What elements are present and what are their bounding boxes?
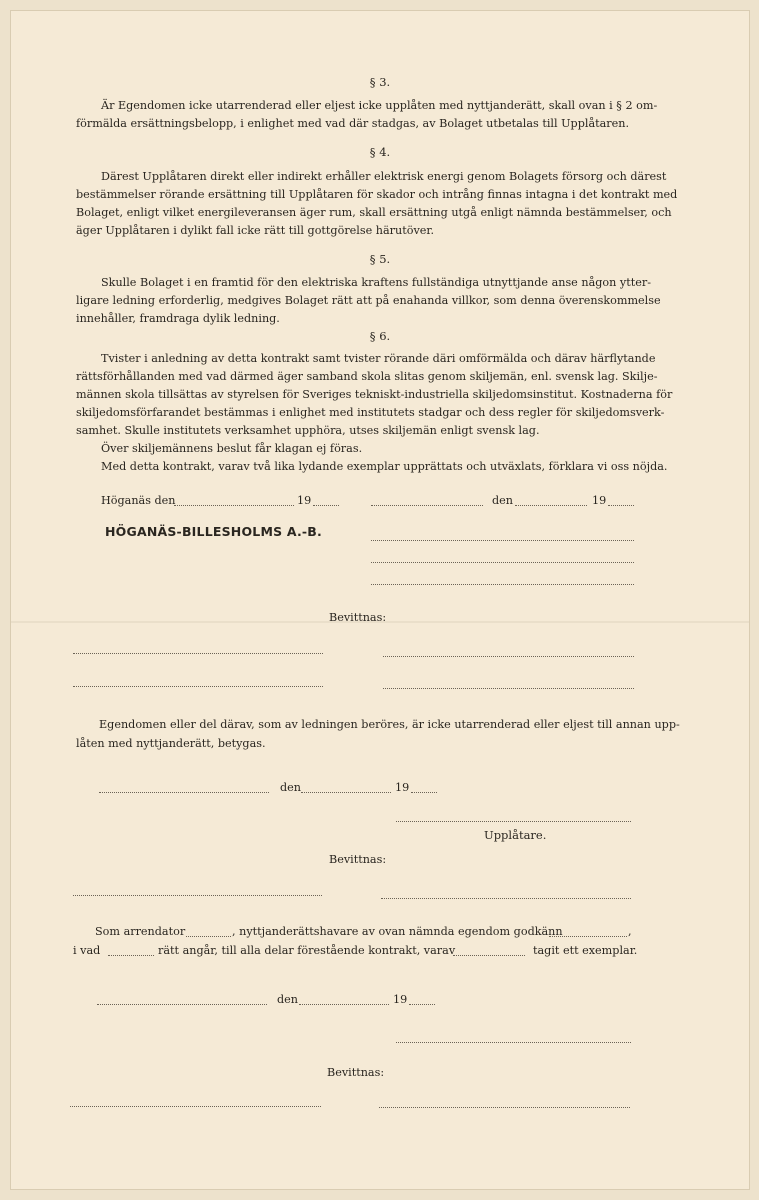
year-line-right[interactable]	[608, 505, 634, 506]
owner-witness-label: Bevittnas:	[329, 853, 387, 866]
owner-date-label: den	[280, 781, 301, 794]
company-name: HÖGANÄS-BILLESHOLMS A.-B.	[105, 524, 322, 539]
tenant-witness-line[interactable]	[70, 1106, 321, 1107]
date-label-right: den	[492, 494, 513, 507]
tenant-name-line[interactable]	[186, 936, 231, 937]
witness-label: Bevittnas:	[329, 611, 387, 624]
section-6-line: männen skola tillsättas av styrelsen för Sveriges tekniskt-industriella skiljedomsinstitut. Kostnaderna för	[76, 388, 673, 401]
section-4-heading: § 4.	[369, 145, 391, 159]
section-5-line: ligare ledning erforderlig, medgives Bolaget rätt att på enahanda villkor, som denna överenskommelse	[76, 294, 661, 307]
owner-signature-line[interactable]	[396, 821, 631, 822]
owner-statement-line: Egendomen eller del därav, som av ledningen beröres, är icke utarrenderad eller eljest till annan upp-	[99, 718, 680, 731]
section-5-heading: § 5.	[369, 252, 391, 266]
section-6-line: Med detta kontrakt, varav två lika lydande exemplar upprättats och utväxlats, förklara vi oss nöjda.	[101, 460, 668, 473]
section-4-line: Därest Upplåtaren direkt eller indirekt erhåller elektrisk energi genom Bolagets försorg och därest	[101, 170, 667, 183]
witness-line[interactable]	[73, 686, 323, 687]
tenant-year-line[interactable]	[409, 1004, 435, 1005]
document-page	[11, 11, 749, 1189]
section-6-line: samhet. Skulle institutets verksamhet upphöra, utses skiljemän enligt svensk lag.	[76, 424, 540, 437]
witness-line[interactable]	[383, 688, 634, 689]
owner-witness-line[interactable]	[73, 895, 322, 896]
tenant-right-line[interactable]	[108, 955, 154, 956]
tenant-line2-text: rätt angår, till alla delar förestående kontrakt, varav	[158, 944, 456, 957]
year-label-left: 19	[297, 494, 312, 507]
tenant-date-label: den	[277, 993, 298, 1006]
section-4-line: Bolaget, enligt vilket energileveransen äger rum, skall ersättning utgå enligt nämnda bestämmelser, och	[76, 206, 672, 219]
section-6-heading: § 6.	[369, 329, 391, 343]
section-4-line: bestämmelser rörande ersättning till Upplåtaren för skador och intrång finnas intagna i det kontrakt med	[76, 188, 678, 201]
section-3-line: förmälda ersättningsbelopp, i enlighet med vad där stadgas, av Bolaget utbetalas till Upplåtaren.	[76, 117, 630, 130]
signature-line[interactable]	[371, 540, 634, 541]
tenant-approve-line[interactable]	[549, 936, 627, 937]
witness-line[interactable]	[383, 656, 634, 657]
tenant-line1-comma: ,	[628, 925, 632, 938]
tenant-copy-line[interactable]	[453, 955, 525, 956]
tenant-witness-label: Bevittnas:	[327, 1066, 385, 1079]
tenant-line2-label: i vad	[73, 944, 101, 957]
year-line-left[interactable]	[313, 505, 339, 506]
signature-line[interactable]	[371, 584, 634, 585]
section-6-line: skiljedomsförfarandet bestämmas i enlighet med institutets stadgar och dess regler för skiljedomsverk-	[76, 406, 665, 419]
tenant-line1-label: Som arrendator	[95, 925, 186, 938]
date-line-right[interactable]	[515, 505, 587, 506]
tenant-line2-end: tagit ett exemplar.	[533, 944, 638, 957]
signature-line[interactable]	[371, 562, 634, 563]
section-3-line: Är Egendomen icke utarrenderad eller eljest icke upplåten med nyttjanderätt, skall ovan i § 2 om-	[101, 99, 658, 112]
section-3-heading: § 3.	[369, 75, 391, 89]
place-date-label: Höganäs den	[101, 494, 176, 507]
owner-year-line[interactable]	[411, 792, 437, 793]
section-5-line: Skulle Bolaget i en framtid för den elektriska kraftens fullständiga utnyttjande anse någon ytter-	[101, 276, 651, 289]
section-6-line: rättsförhållanden med vad därmed äger samband skola slitas genom skiljemän, enl. svensk lag. Skilje-	[76, 370, 658, 383]
section-5-line: innehåller, framdraga dylik ledning.	[76, 312, 280, 325]
owner-witness-line[interactable]	[381, 898, 631, 899]
date-line-left[interactable]	[174, 505, 294, 506]
owner-statement-line: låten med nyttjanderätt, betygas.	[76, 737, 266, 750]
tenant-witness-line[interactable]	[379, 1107, 630, 1108]
tenant-year-label: 19	[393, 993, 408, 1006]
owner-signer-label: Upplåtare.	[484, 828, 547, 842]
owner-date-line[interactable]	[301, 792, 391, 793]
year-label-right: 19	[592, 494, 607, 507]
witness-line[interactable]	[73, 653, 323, 654]
place-line-right[interactable]	[371, 505, 483, 506]
section-6-line: Tvister i anledning av detta kontrakt samt tvister rörande däri omförmälda och därav härflytande	[101, 352, 656, 365]
tenant-place-line[interactable]	[97, 1004, 267, 1005]
tenant-line1-text: , nyttjanderättshavare av ovan nämnda egendom godkänn	[232, 925, 563, 938]
owner-year-label: 19	[395, 781, 410, 794]
section-4-line: äger Upplåtaren i dylikt fall icke rätt till gottgörelse härutöver.	[76, 224, 435, 237]
owner-place-line[interactable]	[99, 792, 269, 793]
section-6-line: Över skiljemännens beslut får klagan ej föras.	[101, 442, 363, 455]
tenant-signature-line[interactable]	[396, 1042, 631, 1043]
tenant-date-line[interactable]	[299, 1004, 389, 1005]
